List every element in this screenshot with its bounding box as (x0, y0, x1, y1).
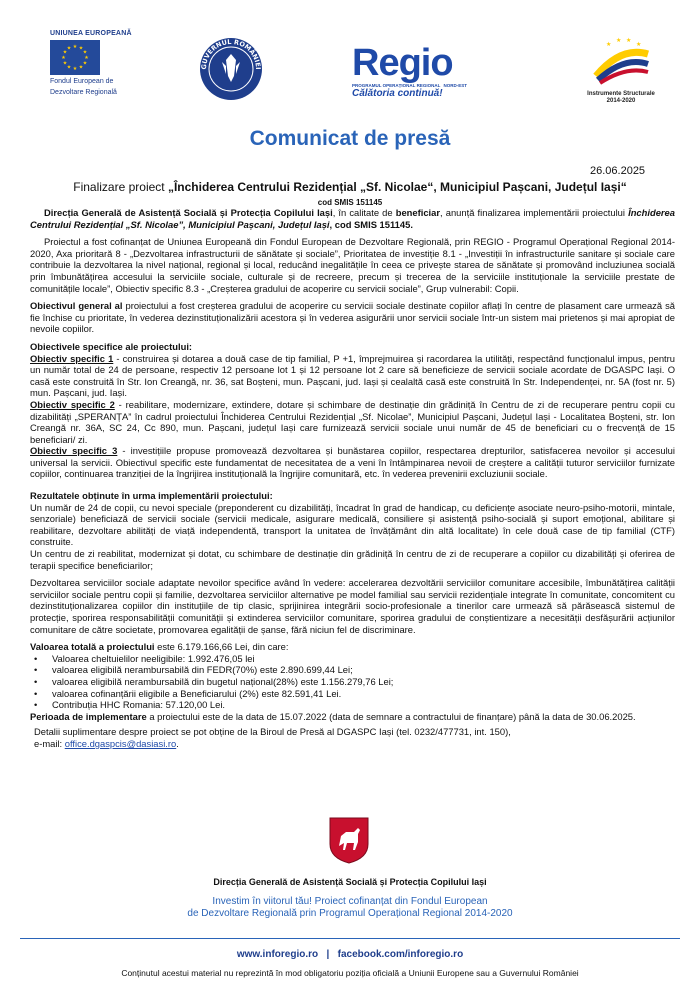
svg-text:★: ★ (84, 55, 89, 61)
list-item: • Contribuția HHC Romania: 57.120,00 Lei. (52, 699, 675, 711)
specific-objectives-heading-text: Obiectivele specifice ale proiectului: (30, 340, 193, 352)
contact-email-line (30, 738, 675, 750)
financing-paragraph: Proiectul a fost cofinanțat de Uniunea Europeană din Fondul European de Dezvoltare Regională, prin REGIO - Programul Operațional Regional 2014-2020, Axa prioritară 8 - „Dezvoltarea infrastructurii de sănătate și sociale”, Prioritatea de investiție 8.1 - „Investiții în infrastructurile sanitare și sociale care contribuie la dezvoltarea la nivel național, regional și local, reducând inegalitățile în ceea ce privește starea de sănătate și promovând incluziunea socială prin îmbunătățirea accesului la serviciile sociale, culturale și de recreere, precum și trecerea de la serviciile instituționale la serviciile prestate de comunitățile locale”, Obiectiv specific 8.3 - „Creșterea gradului de acoperire cu servicii sociale”, Grup vulnerabil: Copii. (30, 236, 675, 294)
contact-email-link[interactable]: office.dgaspcis@dasiasi.ro (64, 737, 177, 749)
svg-text:★: ★ (78, 64, 84, 71)
total-value-line (30, 641, 675, 653)
structural-instruments-logo (586, 36, 656, 106)
footer-investment-note (0, 896, 700, 920)
svg-text:★: ★ (72, 66, 78, 72)
value-breakdown-list (30, 653, 675, 711)
results-heading-text: Rezultatele obținute în urma implementării proiectului: (30, 490, 273, 502)
specific-objective-3 (30, 445, 675, 480)
specific-objectives-heading (30, 341, 675, 353)
government-logo-text: GUVERNUL ROMÂNIEI (199, 37, 263, 70)
footer-organization: Direcția Generală de Asistență Socială și Protecția Copilului Iași (213, 877, 487, 887)
intro-role: beneficiar (395, 207, 441, 218)
svg-text:★: ★ (78, 45, 84, 52)
regio-logo-program: PROGRAMUL OPERAȚIONAL REGIONAL (352, 83, 441, 88)
svg-text:★: ★ (62, 60, 68, 67)
footer-disclaimer: Conținutul acestui material nu reprezintă în mod obligatoriu poziția oficială a Uniunii Europene sau a Guvernului României (121, 968, 579, 978)
eu-logo-caption: UNIUNEA EUROPEANĂ (50, 30, 132, 37)
subtitle-project-name: „Închiderea Centrului Rezidențial „Sf. Nicolae“, Municipiul Pașcani, Județul Iași“ (167, 180, 627, 194)
specific-objective-2 (30, 399, 675, 445)
intro-org: Direcția Generală de Asistență Socială și Protecția Copilului Iași (44, 207, 333, 218)
eu-logo (50, 30, 150, 97)
email-label: e-mail: (34, 737, 65, 749)
svg-text:★: ★ (82, 49, 88, 56)
svg-text:★: ★ (626, 37, 632, 44)
specific-objective-1 (30, 353, 675, 399)
iasi-county-crest-icon (328, 816, 370, 864)
specific-objective-1-label: Obiectiv specific 1 (30, 352, 114, 364)
footer-link-separator: | (326, 949, 330, 960)
regio-logo-region: NORD-EST (443, 83, 467, 88)
svg-text:★: ★ (616, 37, 622, 44)
release-date: 26.06.2025 (590, 165, 646, 177)
intro-text-3: , cod SMIS 151145. (329, 218, 413, 230)
regio-logo-tagline: Călătoria continuă! (352, 88, 443, 99)
footer-invest-line-2: de Dezvoltare Regională prin Programul Operațional Regional 2014-2020 (187, 908, 513, 919)
svg-text:★: ★ (66, 45, 72, 52)
footer-divider (20, 938, 680, 939)
eu-flag-icon (50, 40, 100, 75)
intro-project: Închiderea Centrului Rezidențial „Sf. Nicolae”, Municipiul Pașcani, Județul Iași (30, 207, 675, 230)
svg-text:★: ★ (72, 44, 78, 50)
intro-text-1: , în calitate de (332, 207, 396, 218)
specific-objective-3-label: Obiectiv specific 3 (30, 445, 118, 457)
implementation-period (30, 711, 675, 723)
list-item: • Valoarea cheltuielilor neeligibile: 1.992.476,05 lei (52, 653, 675, 665)
eu-logo-sub2: Dezvoltare Regională (50, 89, 117, 96)
total-value-label: Valoarea totală a proiectului (30, 641, 155, 653)
list-item: • valoarea cofinanțării eligibile a Beneficiarului (2%) este 82.591,41 Lei. (52, 688, 675, 700)
svg-text:★: ★ (636, 41, 642, 48)
project-subtitle (0, 180, 700, 194)
email-end: . (176, 737, 179, 749)
structural-instruments-caption: Instrumente Structurale (587, 91, 655, 97)
contact-line: Detalii suplimentare despre proiect se pot obține de la Biroul de Presă al DGASPC Iași (tel. 0232/477731, int. 150), (34, 726, 511, 738)
results-paragraph-2: Un centru de zi reabilitat, modernizat și dotat, cu schimbare de destinație din grădiniță în centru de zi de recuperare a copiilor cu dizabilități și oferirea de terapii specifice beneficiarilor; (30, 548, 675, 571)
results-paragraph-1: Un număr de 24 de copii, cu nevoi speciale (preponderent cu dizabilități, încadrat în grad de handicap, cu deficiențe asociate neuro-psiho-motorii, mintale, senzoriale) beneficiază de servicii sociale (servicii medicale, asigurare medicală, consiliere și asistență psiho-socială și suport emoțional, abilitare și reabilitare, dezvoltare abilități de viață independentă, transport la unitatea de învățământ din altă localitate) în cele două case de tip familial (CTF) construite. (30, 501, 675, 548)
smis-code: cod SMIS 151145 (317, 198, 383, 207)
general-objective-label: Obiectivul general al (30, 300, 123, 312)
implementation-period-text: a proiectului este de la data de 15.07.2022 (data de semnare a contractului de finanțare) până la data de 30.06.2025. (146, 710, 636, 722)
subtitle-prefix: Finalizare proiect (73, 180, 168, 194)
regio-logo-word: Regio (352, 42, 453, 84)
general-objective-text: proiectului a fost creșterea gradului de acoperire cu servicii sociale destinate copiilor aflați în centre de plasament care urmează să fie închise cu prioritate, în vederea dezinstituționalizării acestora și în vederea asigurării unor servicii sociale într-un sistem mai prietenos și mai apropiat de nevoile copiilor. (30, 300, 675, 335)
general-objective-paragraph (30, 300, 675, 335)
results-paragraph-3: Dezvoltarea serviciilor sociale adaptate nevoilor specifice având în vedere: accelerarea dezvoltării serviciilor comunitare accesibile, îmbunătățirea calității serviciilor sociale pentru copii și familie, dezvoltarea serviciilor alternative pe model familial sau servicii rezidențiale integrate în comunitate, concomitent cu dezinstituționalizarea copiilor din instituțiile de tip clasic, sprijinirea integrării socio-profesionale a tinerilor care urmează să părăsească sistemul de protecție, sporirea responsabilității comunității și extinderea serviciilor comunitare, sporirea gradului de conștientizare a necesității desfășurării acțiunilor comunitare de către societate, promovarea egalității de șanse, fără niciun fel de discriminare. (30, 577, 675, 635)
svg-text:★: ★ (62, 49, 68, 56)
eu-logo-sub1: Fondul European de (50, 78, 114, 85)
press-release-body (30, 207, 675, 750)
results-heading (30, 490, 675, 502)
svg-text:★: ★ (66, 64, 72, 71)
intro-paragraph (30, 207, 675, 230)
specific-objective-1-text: - construirea și dotarea a două case de tip familial, P +1, împrejmuirea și racordarea la utilități, respectând funcționalul impus, pentru un număr total de 24 de persoane, respectiv 12 persoane lot 1 și 12 persoane lot 2 care să beneficieze de servicii sociale acordate de DGASPC Iași. O casă este construită în Str. Ion Creangă, nr. 36, sat Boșteni, mun. Pașcani, jud. Iași și cealaltă casă este construită în Str. Independenței, nr. 5A (fost nr. 5) mun. Pașcani, jud. Iași. (30, 352, 675, 399)
structural-instruments-years: 2014-2020 (606, 98, 636, 104)
implementation-period-label: Perioada de implementare (30, 710, 147, 722)
total-value-text: este 6.179.166,66 Lei, din care: (154, 641, 289, 653)
svg-text:★: ★ (606, 41, 612, 48)
footer-links (0, 949, 700, 960)
svg-text:★: ★ (61, 55, 66, 61)
svg-text:★: ★ (82, 60, 88, 67)
page-title: Comunicat de presă (249, 127, 451, 150)
facebook-link[interactable]: facebook.com/inforegio.ro (337, 949, 464, 960)
footer-invest-line-1: Investim în viitorul tău! Proiect cofinanțat din Fondul European (212, 896, 488, 907)
government-logo (198, 36, 264, 102)
specific-objective-2-label: Obiectiv specific 2 (30, 398, 115, 410)
list-item: • valoarea eligibilă nerambursabilă din FEDR(70%) este 2.890.699,44 Lei; (52, 664, 675, 676)
specific-objective-3-text: - investițiile propuse promovează dezvoltarea și bunăstarea copiilor, respectarea drepturilor, satisfacerea nevoilor și accesului universal la servicii. Obiectivul specific este fundamentat de necesitatea de a veni în întâmpinarea nevoii de creștere a calității tuturor serviciilor furnizate copiilor, continuarea tranziției de la îngrijirea instituțională la îngrijire comunitară, etc. în vederea prevenirii excluziunii sociale. (30, 445, 675, 480)
specific-objective-2-text: - reabilitare, modernizare, extindere, dotare și schimbare de destinație din grădiniță în Centru de zi de recuperare pentru copii cu dizabilități „SPERANȚA” în cadrul proiectului Închiderea Centrului Rezidențial „Sf. Nicolae”, Municipiul Pașcani, Județul Iași - Localitatea Boșteni, str. Ion Creangă nr. 36A, SC 24, Cc 890, mun. Pașcani, județul Iași care furnizează servicii sociale unui număr de 45 de beneficiari cu o frecvență de 15 beneficiari/ zi. (30, 398, 675, 445)
inforegio-link[interactable]: www.inforegio.ro (236, 949, 319, 960)
regio-logo (352, 43, 492, 103)
intro-text-2: , anunță finalizarea implementării proiectului (440, 207, 629, 218)
list-item: • valoarea eligibilă nerambursabilă din bugetul național(28%) este 1.156.279,76 Lei; (52, 676, 675, 688)
